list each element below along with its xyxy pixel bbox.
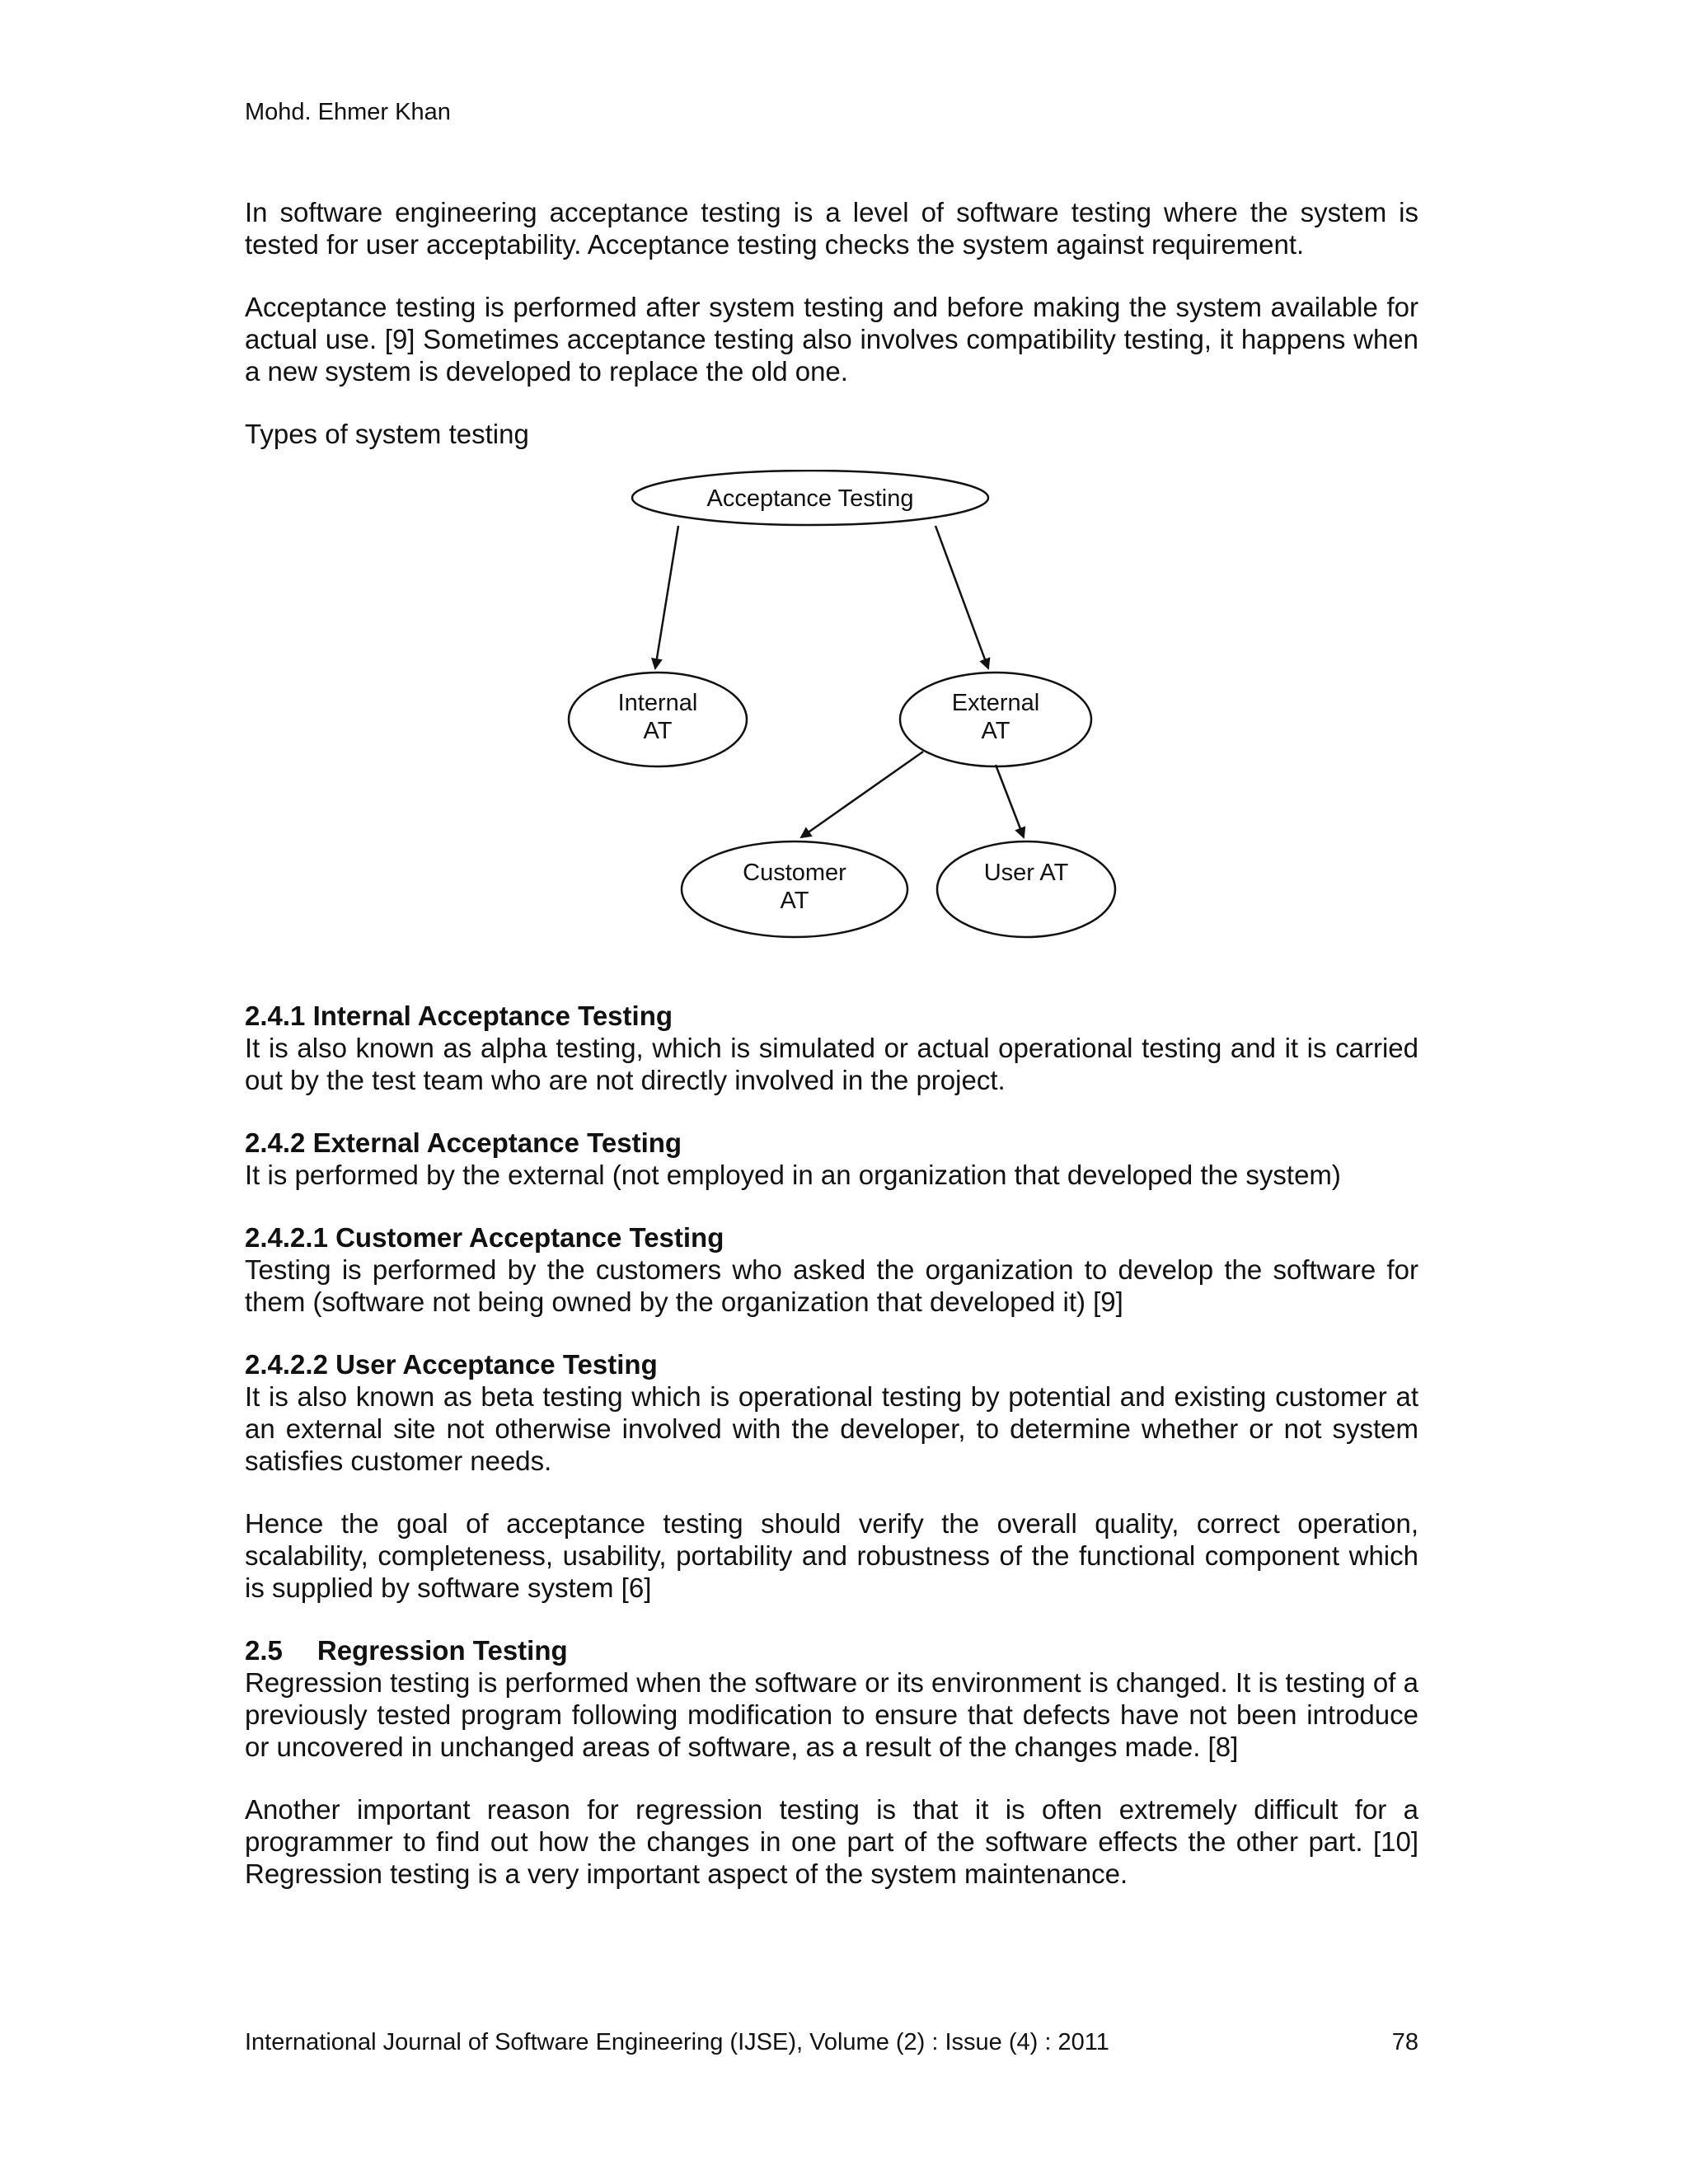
goal-paragraph: Hence the goal of acceptance testing should verify the overall quality, correct operation, scalability, completeness, usability, portability and robustness of the functional component which is supplied by software system [6] (245, 1508, 1418, 1603)
intro-paragraph-2: Acceptance testing is performed after system testing and before making the system available for actual use. [9] Sometimes acceptance testing also involves compatibility testing, it happens when a new system is developed to replace the old one. (245, 292, 1418, 387)
section-heading-external-at: 2.4.2 External Acceptance Testing (245, 1127, 682, 1158)
section-heading-regression (245, 1634, 1418, 1666)
edge-root-to-internal (655, 526, 678, 668)
node-internal-at-label-1: Internal (617, 690, 698, 716)
section-title: Regression Testing (316, 1635, 568, 1666)
diagram-caption: Types of system testing (245, 419, 529, 449)
node-external-at-label-1: External (951, 690, 1040, 716)
node-customer-at-label-1: Customer (743, 860, 846, 886)
node-user-at (937, 841, 1115, 937)
section-heading-internal-at: 2.4.1 Internal Acceptance Testing (245, 1001, 673, 1031)
page-footer (245, 2027, 1418, 2057)
regression-paragraph-1: Regression testing is performed when the software or its environment is changed. It is testing of a previously tested program following modification to ensure that defects have not been introduce or uncovered in unchanged areas of software, as a result of the changes made. [8] (245, 1667, 1418, 1762)
section-body-external-at: It is performed by the external (not employed in an organization that developed the system) (245, 1160, 1341, 1190)
node-internal-at-label-2: AT (643, 718, 673, 744)
node-external-at-label-2: AT (981, 718, 1010, 744)
section-body-internal-at: It is also known as alpha testing, which is simulated or actual operational testing and it is carried out by the test team who are not directly involved in the project. (245, 1033, 1418, 1095)
intro-paragraph-1: In software engineering acceptance testing is a level of software testing where the system is tested for user acceptability. Acceptance testing checks the system against requirement. (245, 197, 1418, 260)
regression-paragraph-2: Another important reason for regression testing is that it is often extremely difficult for a programmer to find out how the changes in one part of the software effects the other part. [10] Regression testing is a very important aspect of the system maintenance. (245, 1794, 1418, 1889)
edge-external-to-customer (801, 752, 923, 837)
section-body-user-at: It is also known as beta testing which is operational testing by potential and existing customer at an external site not otherwise involved with the developer, to determine whether or not system satisfies customer needs. (245, 1381, 1418, 1476)
node-user-at-label: User AT (983, 860, 1069, 886)
section-heading-user-at: 2.4.2.2 User Acceptance Testing (245, 1349, 658, 1380)
section-heading-customer-at: 2.4.2.1 Customer Acceptance Testing (245, 1222, 724, 1253)
node-customer-at-label-2: AT (780, 888, 809, 914)
journal-citation: International Journal of Software Engineering (IJSE), Volume (2) : Issue (4) : 2011 (245, 2029, 1109, 2055)
edge-root-to-external (935, 526, 988, 668)
acceptance-testing-diagram (560, 470, 1137, 964)
running-header-author: Mohd. Ehmer Khan (245, 99, 451, 125)
node-acceptance-testing-label: Acceptance Testing (706, 485, 914, 512)
article-body (245, 196, 1418, 1890)
page-number: 78 (1391, 2029, 1418, 2055)
section-body-customer-at: Testing is performed by the customers who asked the organization to develop the software for them (software not being owned by the organization that developed it) [9] (245, 1254, 1418, 1317)
edge-external-to-user (996, 765, 1024, 837)
section-number: 2.5 (245, 1635, 283, 1666)
